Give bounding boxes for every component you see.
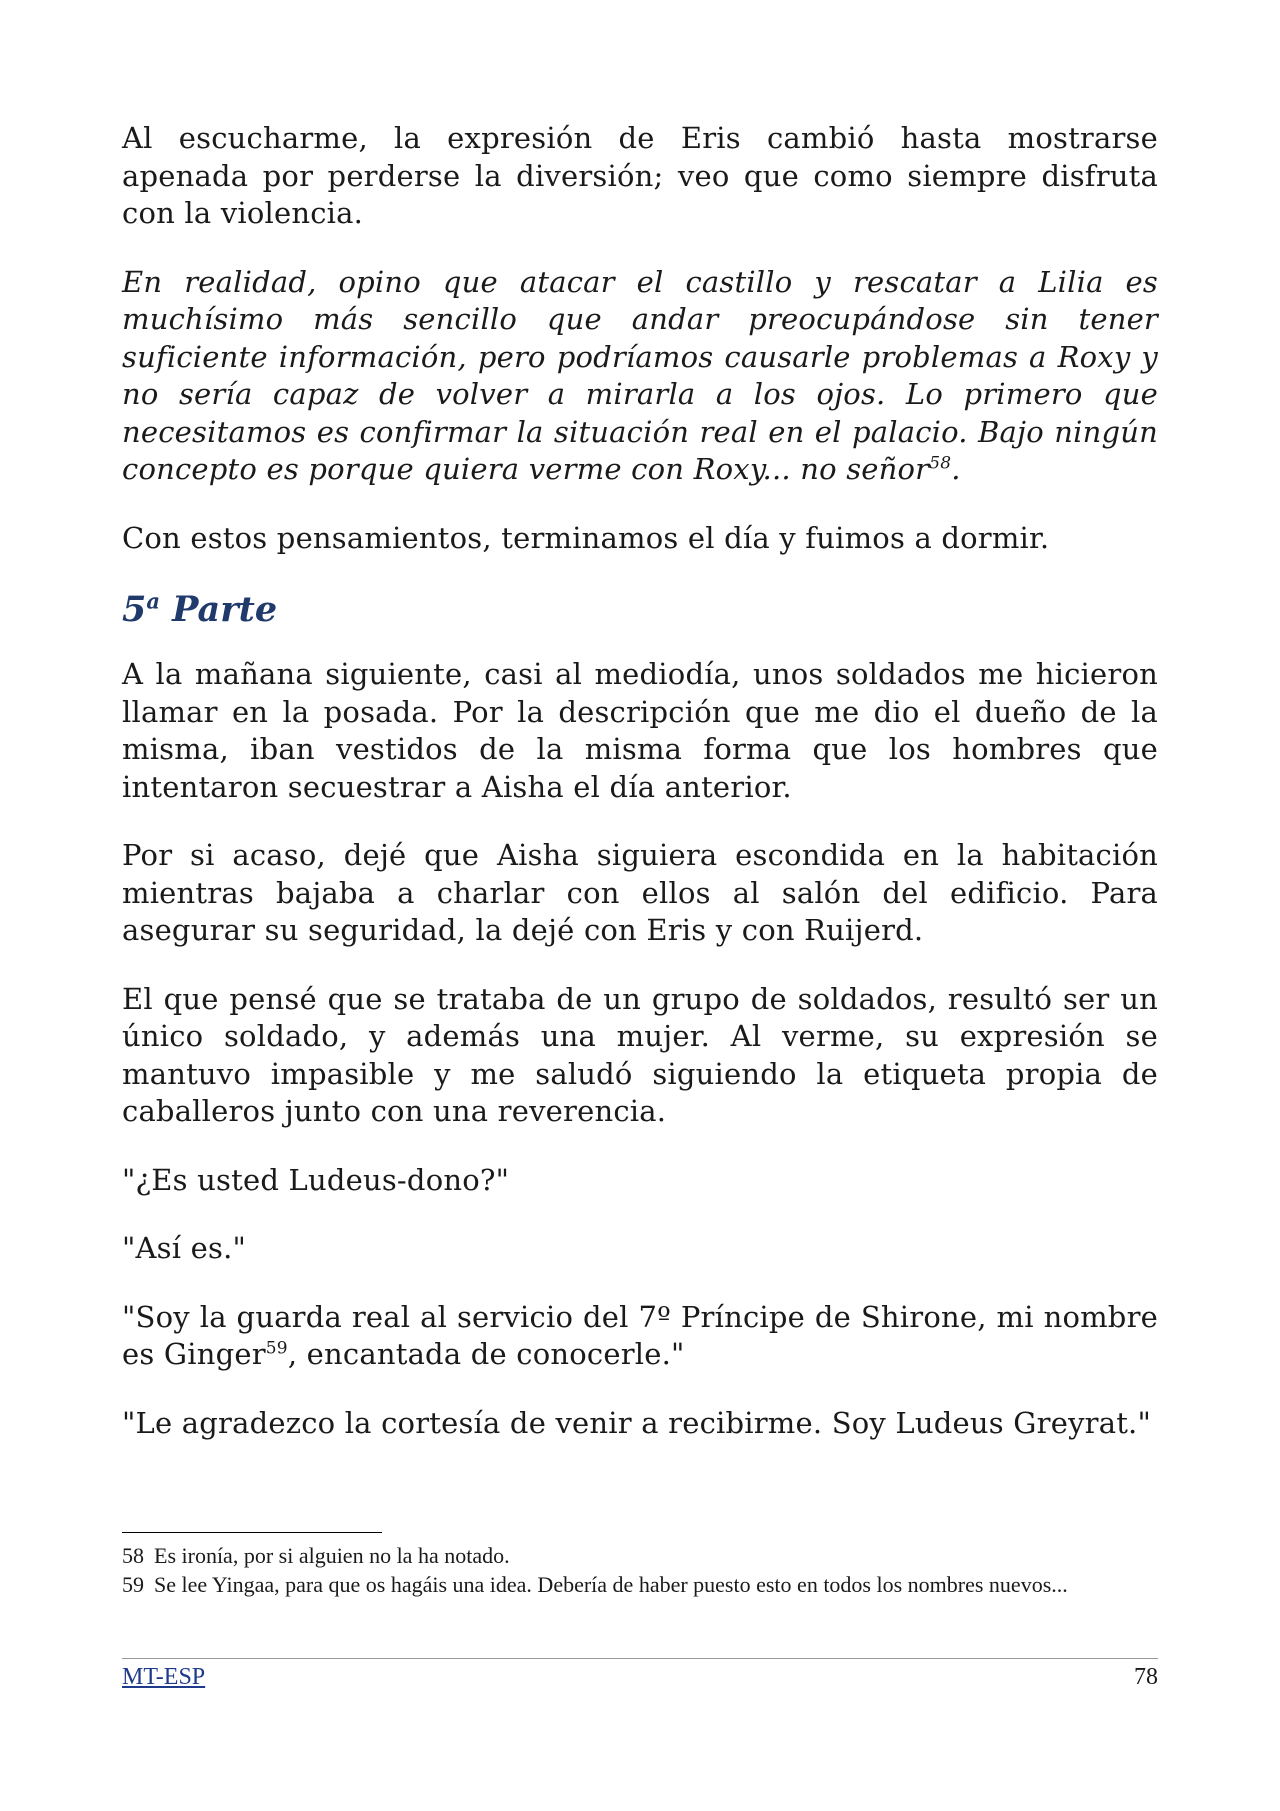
section-heading: [122, 588, 1158, 632]
footnote-ref-58[interactable]: 58: [929, 453, 952, 474]
footnotes: [122, 1541, 1158, 1599]
dialogue-line: [122, 1299, 1158, 1374]
footnote-number: 59: [122, 1572, 144, 1597]
footnote-58: [122, 1541, 1158, 1570]
paragraph: Con estos pensamientos, terminamos el día y fuimos a dormir.: [122, 520, 1050, 555]
footnote-ref-59[interactable]: 59: [265, 1338, 288, 1359]
footnote-text: Es ironía, por si alguien no la ha notado.: [154, 1543, 510, 1568]
paragraph-text: En realidad, opino que atacar el castillo y rescatar a Lilia es muchísimo más sencillo que andar preocupándose sin tener suficiente información, pero podríamos causarle problemas a Roxy y no sería capaz de volver a mirarla a los ojos. Lo primero que necesitamos es confirmar la situación real en el palacio. Bajo ningún concepto es porque quiera verme con Roxy... no señor: [122, 264, 1158, 486]
page-footer: [122, 1662, 1158, 1692]
paragraph-italic-thought: [122, 264, 1158, 489]
section-title: Parte: [159, 589, 278, 630]
paragraph: Al escucharme, la expresión de Eris cambió hasta mostrarse apenada por perderse la diversión; veo que como siempre disfruta con la violencia.: [122, 121, 1158, 230]
paragraph: Por si acaso, dejé que Aisha siguiera escondida en la habitación mientras bajaba a charlar con ellos al salón del edificio. Para asegurar su seguridad, la dejé con Eris y con Ruijerd.: [122, 838, 1158, 947]
dialogue-line: "Le agradezco la cortesía de venir a recibirme. Soy Ludeus Greyrat.": [122, 1405, 1152, 1440]
page-body: [122, 120, 1158, 1473]
footnote-text: Se lee Yingaa, para que os hagáis una idea. Debería de haber puesto esto en todos los nombres nuevos...: [154, 1572, 1068, 1597]
paragraph: A la mañana siguiente, casi al mediodía, unos soldados me hicieron llamar en la posada. Por la descripción que me dio el dueño de la misma, iban vestidos de la misma forma que los hombres que intentaron secuestrar a Aisha el día anterior.: [122, 657, 1158, 804]
dialogue-text: "Soy la guarda real al servicio del 7º Príncipe de Shirone, mi nombre es Ginger: [122, 1299, 1158, 1371]
footer-brand-link[interactable]: MT-ESP: [122, 1664, 206, 1690]
footnote-number: 58: [122, 1543, 144, 1568]
paragraph-text-end: .: [951, 452, 961, 486]
section-number: 5: [122, 589, 147, 630]
section-ordinal: a: [146, 588, 160, 614]
footnote-separator: [122, 1532, 382, 1533]
footnote-59: [122, 1570, 1158, 1599]
paragraph: El que pensé que se trataba de un grupo de soldados, resultó ser un único soldado, y además una mujer. Al verme, su expresión se mantuvo impasible y me saludó siguiendo la etiqueta propia de caballeros junto con una reverencia.: [122, 981, 1158, 1128]
page-number: 78: [1134, 1664, 1158, 1690]
footer-separator: [122, 1658, 1158, 1659]
dialogue-line: "Así es.": [122, 1231, 247, 1265]
dialogue-line: "¿Es usted Ludeus-dono?": [122, 1162, 510, 1197]
dialogue-text-end: , encantada de conocerle.": [287, 1337, 685, 1371]
